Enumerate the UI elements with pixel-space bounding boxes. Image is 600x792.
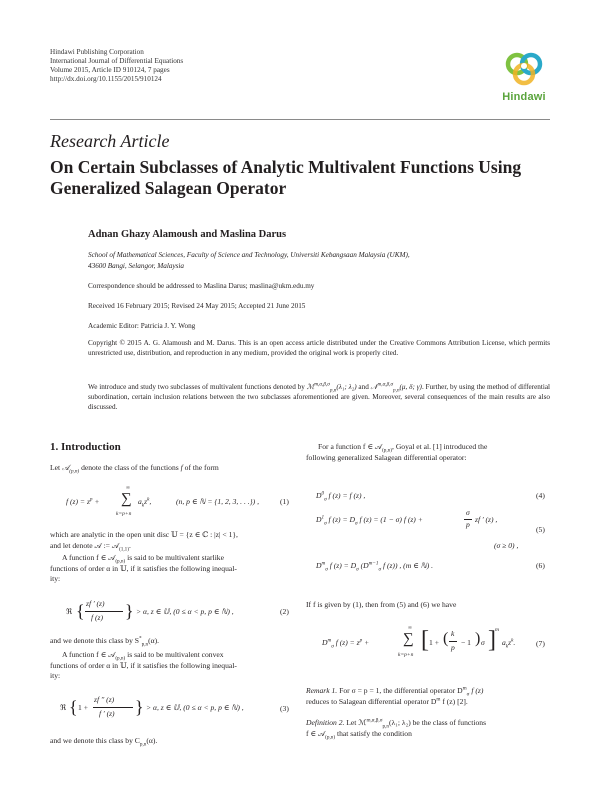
sum-symbol-icon: ∑ [121, 491, 132, 507]
equation-5-line-2: (σ ≥ 0) , [494, 541, 519, 550]
doi-link[interactable]: http://dx.doi.org/10.1155/2015/910124 [50, 75, 162, 83]
header-divider [50, 119, 550, 120]
abstract [88, 382, 550, 412]
intro-paragraph-5: A function f ∈ 𝒜$_{(p,n)}$ is said to be multivalent convex functions of order α in 𝕌, if it satisfies the following inequal- ity: [50, 650, 237, 680]
equation-7: $D^m_\sigma$ f $(z) = z^p$ + ∞ ∑ k=p+n [ 1 + ( k p − 1 ) σ ] m $a_kz^k$. [322, 625, 516, 658]
equation-number-3: (3) [280, 704, 289, 713]
equation-number-6: (6) [536, 561, 545, 570]
article-title [50, 157, 550, 199]
right-paragraph-2: If f is given by (1), then from (5) and (6) we have [306, 600, 457, 609]
journal-header [50, 48, 183, 84]
abstract-part-a: We introduce and study two subclasses of multivalent functions denoted by [88, 383, 305, 391]
class-symbol-n: 𝒩$^{m,\alpha,\beta,\sigma}_{p,n}$(μ, δ; γ) [370, 381, 422, 394]
equation-number-5: (5) [536, 525, 545, 534]
equation-4: $D^0_\sigma$ f (z) = f (z) , [316, 490, 366, 503]
intro-paragraph-6: and we denote this class by $C_{p,n}(\alpha)$. [50, 736, 158, 748]
title-line-1: On Certain Subclasses of Analytic Multivalent Functions Using [50, 157, 522, 177]
equation-number-7: (7) [536, 639, 545, 648]
equation-5-line-1: $D^1_\sigma$ f $(z) = D_\sigma$ f (z) = (1 − σ) f (z) + σ p zf ′ (z) , [316, 508, 498, 529]
volume-info: Volume 2015, Article ID 910124, 7 pages [50, 66, 170, 74]
right-paragraph-1: For a function f ∈ 𝒜$_{(p,n)}$, Goyal et al. [1] introduced the following generalized Salagean differential operator: [306, 442, 488, 462]
equation-3: ℜ { 1 + zf ′′ (z) f ′ (z) } > α, z ∈ 𝕌, (0 ≤ α < p, p ∈ ℕ) , [60, 695, 244, 718]
affiliation-line-2: 43600 Bangi, Selangor, Malaysia [88, 262, 185, 270]
hindawi-logo-text: Hindawi [502, 91, 546, 103]
equation-1: f $(z) = z^p$ + ∞ ∑ k=p+n $a_kz^k$, (n, p ∈ ℕ = {1, 2, 3, . . .}) , [66, 485, 260, 517]
article-type: Research Article [50, 131, 170, 151]
intro-paragraph-3: A function f ∈ 𝒜$_{(p,n)}$ is said to be multivalent starlike functions of order α in 𝕌, if it satisfies the following inequal- ity: [50, 553, 237, 583]
definition-2: Definition 2. Let ℳ$^{m,\alpha,\beta,\sigma}_{p,n}$(λ₁; λ₂) be the class of functions f ∈ 𝒜$_{(p,n)}$ that satisfy the condition [306, 717, 487, 741]
remark-1: Remark 1. For σ = p = 1, the differential operator $D^m_\sigma$ f (z) reduces to Salagean differential operator $D^m$ f (z) [2]. [306, 685, 484, 706]
equation-6: $D^m_\sigma$ f $(z) = D_\sigma$ ($D^{m-1}_\sigma$ f (z)) , (m ∈ ℕ) . [316, 560, 434, 573]
intro-paragraph-2: which are analytic in the open unit disc 𝕌 = {z ∈ ℂ : |z| < 1}, and let denote 𝒜 := 𝒜$_{(1,1)}$. [50, 530, 238, 553]
equation-number-4: (4) [536, 491, 545, 500]
equation-2: ℜ { zf ′ (z) f (z) } > α, z ∈ 𝕌, (0 ≤ α < p, p ∈ ℕ) , [66, 599, 234, 622]
section-heading-introduction: 1. Introduction [50, 441, 121, 453]
intro-paragraph-1: Let 𝒜$_{(p,n)}$ denote the class of the functions f of the form [50, 463, 219, 475]
academic-editor: Academic Editor: Patricia J. Y. Wong [88, 322, 196, 330]
equation-number-2: (2) [280, 607, 289, 616]
journal-name: International Journal of Differential Equations [50, 57, 184, 65]
sum-symbol-icon: ∑ [403, 631, 414, 647]
class-symbol-m: ℳ$^{m,\alpha,\beta,\sigma}_{p,n}$(λ₁; λ₂) [306, 381, 357, 394]
correspondence: Correspondence should be addressed to Maslina Darus; maslina@ukm.edu.my [88, 282, 315, 290]
equation-number-1: (1) [280, 497, 289, 506]
abstract-part-b: and [358, 383, 369, 391]
title-line-2: Generalized Salagean Operator [50, 178, 287, 198]
intro-paragraph-4: and we denote this class by $S^*_{p,n}(\alpha)$. [50, 635, 160, 648]
affiliation-line-1: School of Mathematical Sciences, Faculty of Science and Technology, Universiti Kebangsaan Malaysia (UKM), [88, 251, 410, 259]
authors: Adnan Ghazy Alamoush and Maslina Darus [88, 229, 287, 240]
copyright-notice: Copyright © 2015 A. G. Alamoush and M. Darus. This is an open access article distributed under the Creative Commons Attribution License, which permits unrestricted use, distribution, and reproduction in any medium, provided the original work is properly cited. [88, 339, 550, 357]
publisher-name: Hindawi Publishing Corporation [50, 48, 144, 56]
affiliation [88, 250, 550, 272]
abstract-part-c: . Further, by using the method of differential subordination, certain inclusion relations between the two subclasses aforementioned are given. Moreover, several consequences of the main results are also discussed. [88, 383, 551, 411]
received-dates: Received 16 February 2015; Revised 24 May 2015; Accepted 21 June 2015 [88, 302, 306, 310]
